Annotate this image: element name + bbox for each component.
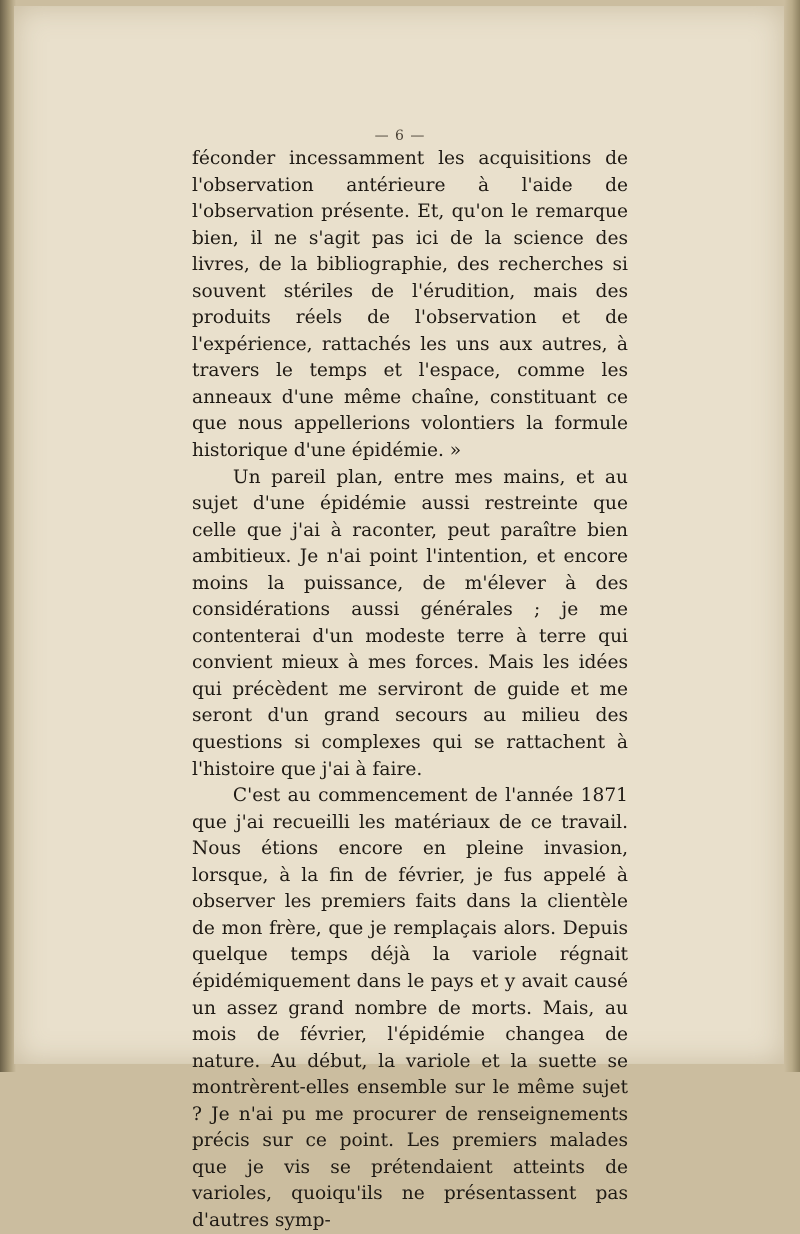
page-text — [192, 146, 628, 1234]
book-page-edges — [784, 0, 800, 1072]
paragraph: Un pareil plan, entre mes mains, et au sujet d'une épidémie aussi restreinte que celle que j'ai à raconter, peut paraître bien ambitieux. Je n'ai point l'intention, et encore moins la puissance, de m'élever à des considérations aussi générales ; je me contenterai d'un modeste terre à terre qui convient mieux à mes forces. Mais les idées qui précèdent me serviront de guide et me seront d'un grand secours au milieu des questions si complexes qui se rattachent à l'histoire que j'ai à faire. — [192, 466, 628, 780]
paragraph: C'est au commencement de l'année 1871 que j'ai recueilli les matériaux de ce travail. Nous étions encore en pleine invasion, lorsque, à la fin de février, je fus appelé à observer les premiers faits dans la clientèle de mon frère, que je remplaçais alors. Depuis quelque temps déjà la variole régnait épidémiquement dans le pays et y avait causé un assez grand nombre de morts. Mais, au mois de février, l'épidémie changea de nature. Au début, la variole et la suette se montrèrent-elles ensemble sur le même sujet ? Je n'ai pu me procurer de renseignements précis sur ce point. Les premiers malades que je vis se prétendaient atteints de varioles, quoiqu'ils ne présentassent pas d'autres symp- — [192, 785, 628, 1231]
paragraph-continued: féconder incessamment les acquisitions de l'observation antérieure à l'aide de l'observation présente. Et, qu'on le remarque bien, il ne s'agit pas ici de la science des livres, de la bibliographie, des recherches si souvent stériles de l'érudition, mais des produits réels de l'observation et de l'expérience, rattachés les uns aux autres, à travers le temps et l'espace, comme les anneaux d'une même chaîne, constituant ce que nous appellerions volontiers la formule historique d'une épidémie. » — [192, 148, 628, 462]
page-number: — 6 — — [374, 128, 426, 144]
